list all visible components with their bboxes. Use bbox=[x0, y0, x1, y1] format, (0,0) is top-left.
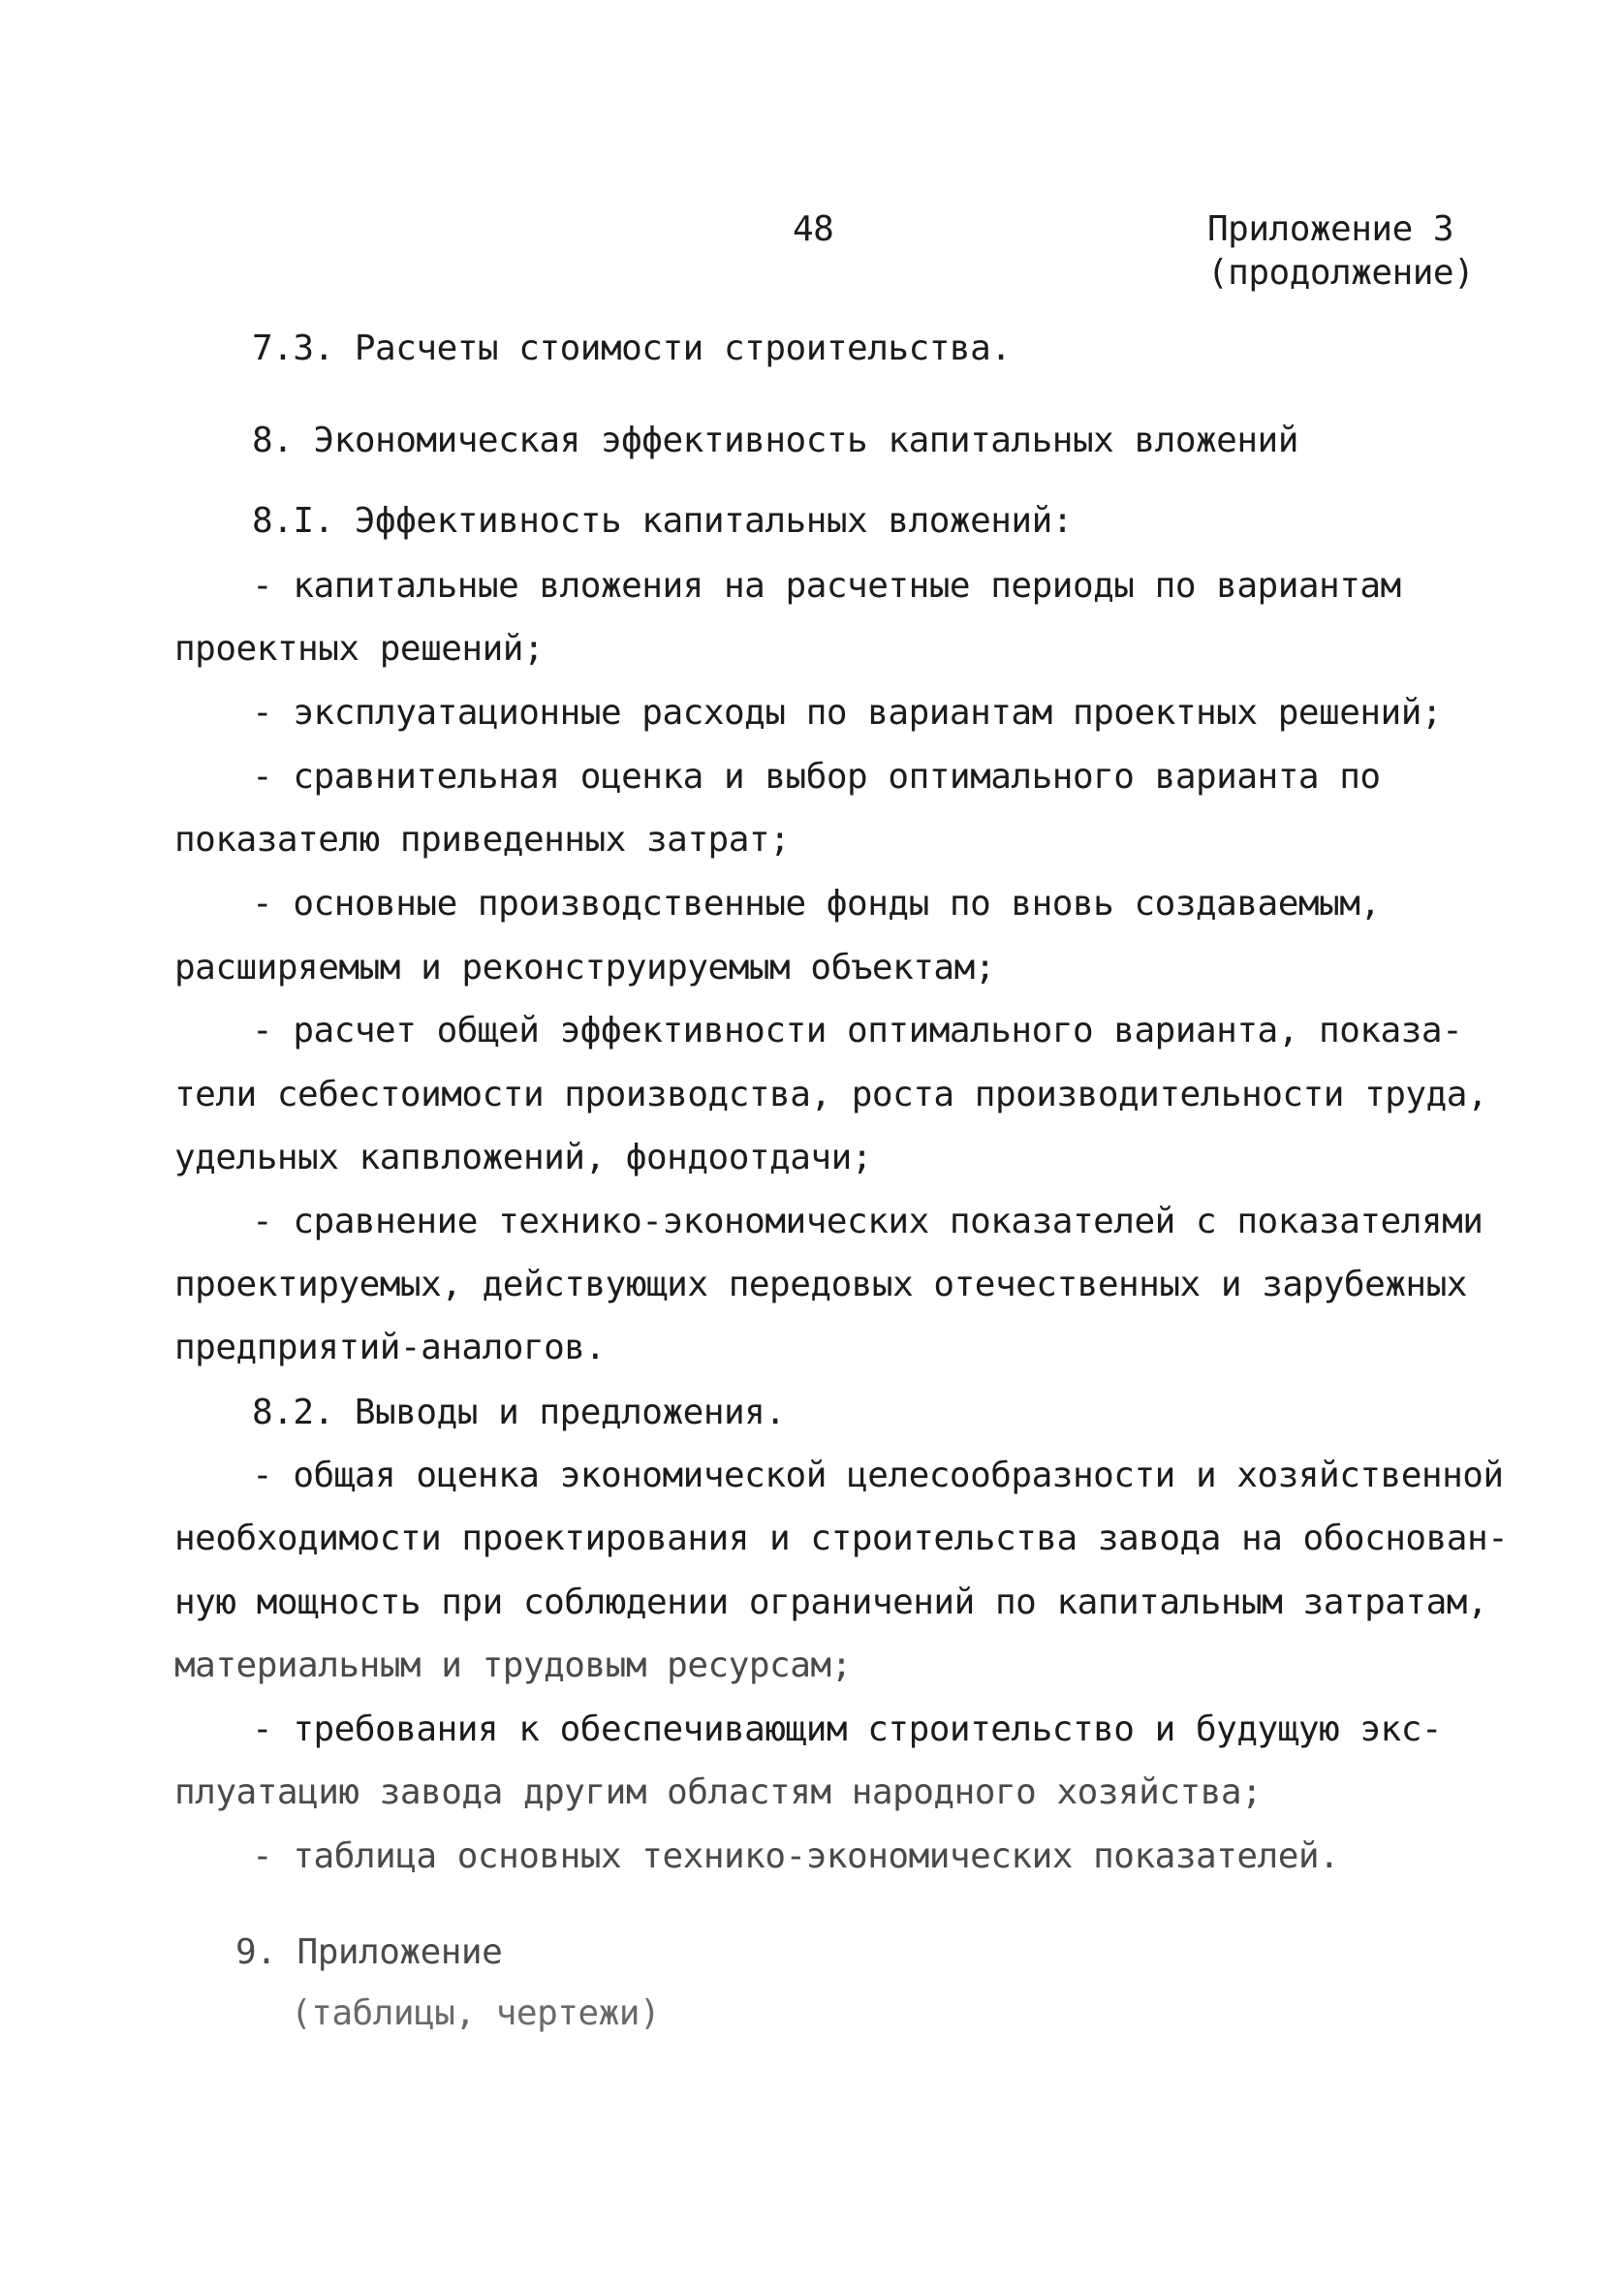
text-line: показателю приведенных затрат; bbox=[174, 820, 791, 860]
text-line: тели себестоимости производства, роста производительности труда, bbox=[174, 1075, 1488, 1114]
section-9-note: (таблицы, чертежи) bbox=[291, 1993, 661, 2033]
text-line: материальным и трудовым ресурсам; bbox=[174, 1646, 852, 1685]
text-line: - капитальные вложения на расчетные периоды по вариантам bbox=[252, 566, 1401, 606]
text-line: предприятий-аналогов. bbox=[174, 1328, 606, 1367]
appendix-label: Приложение 3 bbox=[1207, 209, 1454, 249]
section-8-heading: 8. Экономическая эффективность капитальных вложений bbox=[252, 421, 1298, 460]
text-line: - общая оценка экономической целесообразности и хозяйственной bbox=[252, 1456, 1504, 1495]
text-line: - расчет общей эффективности оптимального варианта, показа- bbox=[252, 1011, 1463, 1050]
section-7-3: 7.3. Расчеты стоимости строительства. bbox=[252, 329, 1012, 368]
text-line: удельных капвложений, фондоотдачи; bbox=[174, 1138, 872, 1177]
text-line: - сравнение технико-экономических показателей с показателями bbox=[252, 1202, 1483, 1241]
text-line: - основные производственные фонды по вновь создаваемым, bbox=[252, 884, 1381, 924]
text-line: плуатацию завода другим областям народного хозяйства; bbox=[174, 1772, 1263, 1812]
text-line: - эксплуатационные расходы по вариантам проектных решений; bbox=[252, 693, 1443, 733]
text-line: - требования к обеспечивающим строительство и будущую экс- bbox=[252, 1709, 1443, 1749]
text-line: проектируемых, действующих передовых отечественных и зарубежных bbox=[174, 1265, 1467, 1304]
appendix-note: (продолжение) bbox=[1207, 253, 1475, 293]
text-line: проектных решений; bbox=[174, 629, 545, 669]
section-8-1-heading: 8.I. Эффективность капитальных вложений: bbox=[252, 501, 1073, 541]
text-line: расширяемым и реконструируемым объектам; bbox=[174, 948, 995, 988]
text-line: - таблица основных технико-экономических показателей. bbox=[252, 1836, 1340, 1876]
page-number: 48 bbox=[793, 209, 834, 249]
text-line: ную мощность при соблюдении ограничений по капитальным затратам, bbox=[174, 1583, 1488, 1622]
text-line: - сравнительная оценка и выбор оптимального варианта по bbox=[252, 757, 1381, 797]
section-9-heading: 9. Приложение bbox=[235, 1932, 503, 1972]
section-8-2-heading: 8.2. Выводы и предложения. bbox=[252, 1393, 786, 1432]
text-line: необходимости проектирования и строительства завода на обоснован- bbox=[174, 1519, 1509, 1558]
